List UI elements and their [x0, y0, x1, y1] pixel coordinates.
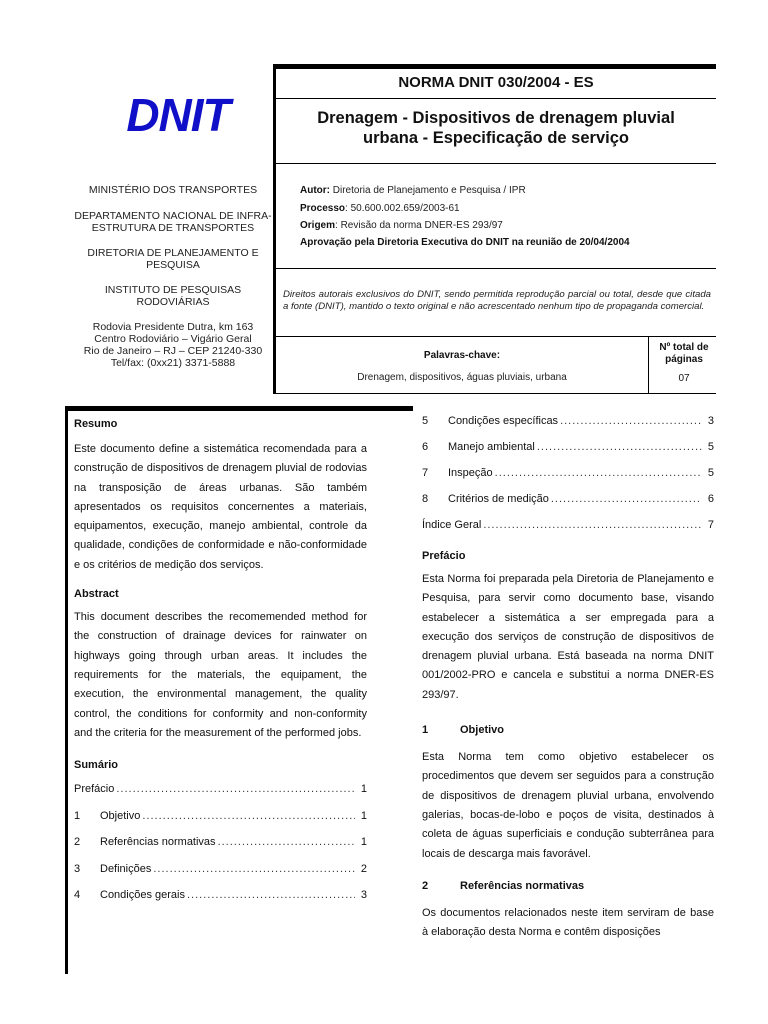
- org-ministerio: MINISTÉRIO DOS TRANSPORTES: [88, 184, 258, 196]
- toc-entry-title: Manejo ambiental: [448, 441, 535, 453]
- abstract-heading: Abstract: [74, 588, 119, 601]
- dnit-logo: DNIT: [126, 89, 230, 141]
- keywords-value: Drenagem, dispositivos, águas pluviais, urbana: [357, 372, 567, 383]
- toc-right: [422, 415, 714, 533]
- toc-entry-page: 3: [360, 889, 367, 902]
- section-2-text: Os documentos relacionados neste item serviram de base à elaboração desta Norma e contêm disposições: [422, 906, 714, 939]
- sumario-heading: Sumário: [74, 759, 119, 772]
- toc-entry-title: Prefácio: [74, 783, 115, 796]
- left-column: [74, 418, 367, 916]
- toc-entry-page: 1: [360, 783, 367, 796]
- toc-entry-title: Referências normativas: [100, 836, 216, 849]
- toc-leader-dots: [142, 810, 355, 822]
- processo-label: Processo: [300, 203, 346, 214]
- toc-entry: [422, 415, 714, 429]
- section-2-heading: [422, 880, 714, 892]
- toc-leader-dots: [187, 889, 355, 901]
- section-2-number: 2: [422, 879, 429, 892]
- body-top-rule: [65, 406, 413, 411]
- toc-entry: [74, 810, 367, 824]
- address-line1: Rodovia Presidente Dutra, km 163: [92, 321, 254, 333]
- toc-entry-page: 2: [360, 862, 367, 875]
- org-ipr-line1: INSTITUTO DE PESQUISAS: [104, 284, 242, 296]
- origem-value: : Revisão da norma DNER-ES 293/97: [335, 220, 503, 231]
- toc-entry: [74, 783, 367, 797]
- total-pages-label: [650, 342, 718, 366]
- divider: [276, 336, 716, 337]
- body-vertical-rule: [65, 408, 68, 974]
- org-dnit-line1: DEPARTAMENTO NACIONAL DE INFRA-: [74, 210, 272, 222]
- toc-entry-number: 6: [422, 441, 429, 453]
- toc-entry-title: Condições específicas: [448, 415, 559, 427]
- copyright-notice: Direitos autorais exclusivos do DNIT, sendo permitida reprodução parcial ou total, desde que citada a fonte (DNIT), mantido o texto original e não acrescentado nenhum tipo de propaganda comercial.: [283, 289, 711, 312]
- toc-entry-page: 6: [707, 493, 714, 505]
- toc-entry-title: Objetivo: [100, 809, 141, 822]
- aprovacao-line: [300, 237, 710, 249]
- toc-entry-page: 7: [707, 519, 714, 531]
- document-title-line2: urbana - Especificação de serviço: [363, 129, 629, 147]
- toc-entry-page: 5: [707, 467, 714, 479]
- toc-entry-title: Definições: [100, 862, 152, 875]
- processo-value: : 50.600.002.659/2003-61: [345, 203, 460, 214]
- toc-entry-page: 1: [360, 809, 367, 822]
- org-dnit-line2: ESTRUTURA DE TRANSPORTES: [91, 222, 255, 234]
- toc-entry-title: Condições gerais: [100, 889, 185, 902]
- aprovacao-text: Aprovação pela Diretoria Executiva do DNIT na reunião de 20/04/2004: [300, 237, 630, 248]
- divider: [276, 163, 716, 164]
- toc-leader-dots: [153, 863, 355, 875]
- autor-line: [300, 185, 710, 197]
- prefacio-text: Esta Norma foi preparada pela Diretoria de Planejamento e Pesquisa, para servir como documento base, visando estabelecer a sistemática a ser empregada para a execução dos serviços de construção de dispositivos de drenagem pluvial urbana. Está baseada na norma DNIT 001/2002-PRO e cancela e substitui a norma DNER-ES 293/97.: [422, 573, 714, 701]
- resumo-heading: Resumo: [74, 418, 118, 430]
- toc-leader-dots: [560, 415, 702, 427]
- address-phone: Tel/fax: (0xx21) 3371-5888: [110, 357, 236, 369]
- autor-label: Autor:: [300, 185, 330, 196]
- toc-entry-number: 3: [74, 862, 81, 875]
- processo-line: [300, 203, 710, 215]
- toc-entry-title: Critérios de medição: [448, 493, 549, 505]
- toc-entry-title: Índice Geral: [422, 519, 482, 531]
- toc-leader-dots: [483, 519, 702, 531]
- toc-entry-number: 1: [74, 809, 81, 822]
- toc-entry: [74, 863, 367, 877]
- section-2-title: Referências normativas: [460, 879, 585, 892]
- toc-entry-page: 5: [707, 441, 714, 453]
- toc-entry-number: 4: [74, 889, 81, 902]
- document-title-line1: Drenagem - Dispositivos de drenagem pluvial: [317, 109, 675, 127]
- org-diretoria-line1: DIRETORIA DE PLANEJAMENTO E: [87, 247, 259, 259]
- toc-entry: [74, 836, 367, 850]
- org-diretoria-line2: PESQUISA: [146, 259, 200, 271]
- toc-entry: [422, 467, 714, 481]
- toc-entry-number: 8: [422, 493, 429, 505]
- divider: [276, 393, 716, 394]
- toc-entry-number: 5: [422, 415, 429, 427]
- divider: [276, 268, 716, 269]
- toc-entry-number: 7: [422, 467, 429, 479]
- right-column: [422, 415, 714, 942]
- toc-entry-number: 2: [74, 836, 81, 849]
- org-ipr-line2: RODOVIÁRIAS: [136, 296, 210, 308]
- toc-entry: [422, 441, 714, 455]
- toc-left: [74, 783, 367, 903]
- toc-entry: [74, 889, 367, 903]
- abstract-text: This document describes the recomemended method for the construction of drainage devices for rainwater on highways going through urban areas. It includes the requirements for the materials, the equipament, the execution, the environmental management, the quality control, the conditions for conformity and non-conformity and the criteria for the measurement of the performed jobs.: [74, 611, 367, 739]
- address-line3: Rio de Janeiro – RJ – CEP 21240-330: [83, 345, 263, 357]
- section-1-heading: [422, 724, 714, 736]
- header-top-rule: [273, 64, 716, 69]
- toc-entry-page: 3: [707, 415, 714, 427]
- toc-leader-dots: [116, 783, 355, 795]
- section-1-title: Objetivo: [460, 724, 505, 737]
- total-pages-value: 07: [678, 373, 690, 384]
- keywords-label: Palavras-chave:: [423, 350, 501, 361]
- origem-label: Origem: [300, 220, 336, 231]
- toc-entry: [422, 493, 714, 507]
- toc-leader-dots: [495, 467, 702, 479]
- toc-entry: [422, 519, 714, 533]
- prefacio-heading: Prefácio: [422, 550, 466, 562]
- toc-entry-title: Inspeção: [448, 467, 493, 479]
- section-1-text: Esta Norma tem como objetivo estabelecer os procedimentos que devem ser seguidos para a construção de dispositivos de drenagem pluvial urbana, envolvendo galerias, bocas-de-lobo e poços de visita, destinados à coleta de águas superficiais e condução subterrânea para locais de descarga mais favorável.: [422, 751, 714, 860]
- resumo-text: Este documento define a sistemática recomendada para a construção de dispositivos de drenagem pluvial de rodovias na transposição de áreas urbanas. São também apresentados os requisitos concernentes a materiais, equipamentos, execução, manejo ambiental, controle da qualidade, condições de conformidade e não-conformidade e os critérios de medição dos serviços.: [74, 443, 367, 571]
- keywords-pages-divider: [648, 336, 649, 394]
- section-1-number: 1: [422, 724, 429, 737]
- toc-leader-dots: [218, 836, 355, 848]
- total-pages-label-line1: Nº total de: [659, 342, 709, 353]
- divider: [276, 98, 716, 99]
- autor-value: Diretoria de Planejamento e Pesquisa / IPR: [332, 185, 526, 196]
- toc-leader-dots: [551, 493, 702, 505]
- address-line2: Centro Rodoviário – Vigário Geral: [94, 333, 252, 345]
- total-pages-label-line2: páginas: [665, 354, 703, 365]
- document-title: [276, 108, 716, 148]
- origem-line: [300, 220, 710, 232]
- toc-entry-page: 1: [360, 836, 367, 849]
- toc-leader-dots: [537, 441, 702, 453]
- norma-number: NORMA DNIT 030/2004 - ES: [398, 74, 594, 91]
